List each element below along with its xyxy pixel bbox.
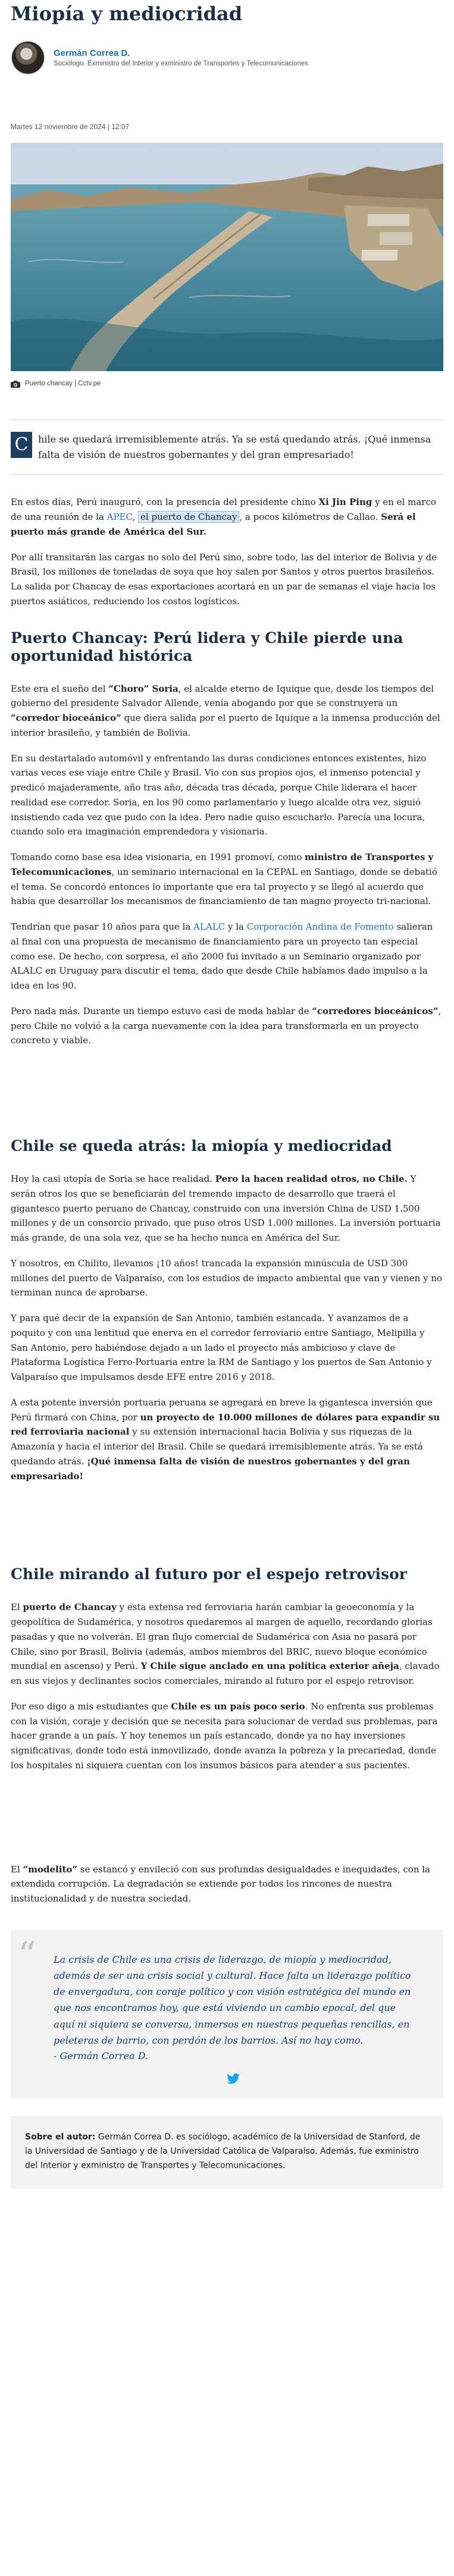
- caption-text: Puerto chancay | Cctv.pe: [25, 380, 101, 388]
- apec-link[interactable]: APEC: [107, 512, 133, 523]
- paragraph: Por allí transitarán las cargas no solo del Perú sino, sobre todo, las del interior de Bolivia y de Brasil, los millones de toneladas de soya que hoy salen por Santos y otros puertos brasileños. La salida por Chancay de esas exportaciones acortará en un par de semanas el viaje hacia los puertos asiáticos, reduciendo los costos logísticos.: [11, 551, 437, 607]
- author-bio: Sociólogo. Exministro del Interior y exministro de Transportes y Telecomunicaciones: [54, 60, 309, 68]
- highlighted-text: el puerto de Chancay: [138, 511, 239, 523]
- paragraph: El puerto de Chancay y esta extensa red ferroviaria harán cambiar la geoeconomía y la geopolítica de Sudamérica, y nosotros quedaremos al margen de aquello, recordando glorias pasadas y que no volverán. El gran flujo comercial de Sudamérica con Asia no pasará por Chile, sino por Brasil, Bolivia (además, ambos miembros del BRIC, nuevo bloque económico mundial en ascenso) y Perú. Y Chile sigue anclado en una política exterior añeja, clavado en sus viejos y declinantes socios comerciales, mirando al futuro por el espejo retrovisor.: [11, 1602, 440, 1687]
- hero-image: [11, 143, 443, 371]
- paragraph: Por eso digo a mis estudiantes que Chile es un país poco serio. No enfrenta sus problemas con la visión, coraje y decisión que se necesita para solucionar de verdad sus problemas, para hacer grande a un país. Y hoy tenemos un país estancado, donde ya no hay inversiones significativas, donde todo está inmovilizado, donde avanza la pobreza y la precariedad, donde los hospitales ni siquiera cuentan con los insumos básicos para atender a sus pacientes.: [11, 1700, 438, 1771]
- author-text: [54, 48, 308, 69]
- avatar[interactable]: [11, 40, 45, 75]
- twitter-icon[interactable]: [227, 2073, 240, 2084]
- author-about-box: [11, 2116, 443, 2188]
- section-heading: Chile mirando al futuro por el espejo retrovisor: [11, 1565, 407, 1583]
- paragraph: Y nosotros, en Chilito, llevamos ¡10 años! trancada la expansión minúscula de USD 300 millones del puerto de Valparaíso, con los estudios de impacto ambiental que van y vienen y no terminan nunca de aprobarse.: [11, 1257, 443, 1298]
- about-label: Sobre el autor:: [25, 2132, 96, 2142]
- paragraph: Tomando como base esa idea visionaria, en 1991 promoví, como ministro de Transportes y Telecomunicaciones, un seminario internacional en la CEPAL en Santiago, donde se debatió el tema. Se concordó entonces lo importante que era tal proyecto y se llegó al acuerdo que había que desarrollar los mecanismos de financiamiento de tan magno proyecto tri-nacional.: [11, 852, 437, 907]
- paragraph: En su destartalado automóvil y enfrentando las duras condiciones entonces existentes, hizo varias veces ese viaje entre Chile y Brasil. Vio con sus propios ojos, el inmenso potencial y predicó majaderamente, año tras año, década tras década, porque Chile liderara el hacer realidad ese corredor. Soria, en los 90 como parlamentario y luego alcalde otra vez, siguió insistiendo cada vez que pudo con la idea. Pero nadie quiso escucharlo. Parecía una locura, cuando solo era imaginación emprendedora y visionaria.: [11, 752, 427, 837]
- port-aerial-illustration: [11, 143, 443, 371]
- pull-quote: [11, 1930, 443, 2099]
- caf-link[interactable]: Corporación Andina de Fomento: [246, 921, 394, 933]
- section-heading: Chile se queda atrás: la miopía y mediocridad: [11, 1137, 392, 1155]
- paragraph: Tendrían que pasar 10 años para que la ALALC y la Corporación Andina de Fomento salieran al final con una propuesta de mecanismo de financiamiento para un proyecto tan especial como ese. De hecho, con sorpresa, el año 2000 fui invitado a un Seminario organizado por ALALC en Uruguay para discutir el tema, dado que desde Chile habíamos dado impulso a la idea en los 90.: [11, 921, 433, 992]
- paragraph: A esta potente inversión portuaria peruana se agregará en breve la gigantesca inversión que Perú firmará con China, por un proyecto de 10.000 millones de dólares para expandir su red ferroviaria nacional y su extensión internacional hacia Bolivia y sus riquezas de la Amazonía y hacia el interior del Brasil. Chile se quedará irremisiblemente atrás. Ya se está quedando atrás. ¡Qué inmensa falta de visión de nuestros gobernantes y del gran empresariado!: [11, 1397, 440, 1482]
- paragraph: Y para qué decir de la expansión de San Antonio, también estancada. Y avanzamos de a poquito y con una lentitud que enerva en el corredor ferroviario entre Santiago, Melipilla y San Antonio, pero habiéndose dejado a un lado el proyecto más ambicioso y clave de Plataforma Logística Ferro-Portuaria entre la RM de Santiago y los puertos de San Antonio y Valparaíso que impulsamos desde EFE entre 2016 y 2018.: [11, 1313, 432, 1383]
- image-caption: [11, 378, 443, 390]
- about-text: Germán Correa D. es sociólogo, académico de la Universidad de Stanford, de la Universidad de Santiago y de la Universidad Católica de Valparaíso. Además, fue exministro del Interior y exministro de Transportes y Telecomunicaciones.: [25, 2132, 421, 2170]
- section-heading: Puerto Chancay: Perú lidera y Chile pierde una oportunidad histórica: [11, 629, 403, 664]
- publish-date: Martes 12 noviembre de 2024 | 12:07: [11, 123, 130, 131]
- quote-text: La crisis de Chile es una crisis de liderazgo, de miopía y mediocridad, además de ser una crisis social y cultural. Hace falta un liderazgo político de envergadura, con coraje político y con visión estratégica del mundo en que nos encontramos hoy, que está viviendo un cambio epocal, del que aquí ni siquiera se conversa, inmersos en nuestras pequeñas rencillas, en peleteras de barrio, con perdón de los barrios. Así no hay como.: [54, 1953, 411, 2046]
- dropcap: C: [11, 432, 32, 458]
- paragraph: Este era el sueño del “Choro” Soria, el alcalde eterno de Iquique que, desde los tiempos del gobierno del presidente Salvador Allende, venía abogando por que se construyera un “corredor bioceánico” que diera salida por el puerto de Iquique a la inmensa producción del interior brasileño, y también de Bolivia.: [11, 683, 440, 738]
- alalc-link[interactable]: ALALC: [193, 921, 226, 933]
- paragraph: El “modelito” se estancó y envileció con sus profundas desigualdades e inequidades, con la extendida corrupción. La degradación se extiende por todos los rincones de nuestra institucionalidad y de nuestra sociedad.: [11, 1863, 430, 1904]
- author-block: [11, 40, 443, 75]
- paragraph: Pero nada más. Durante un tiempo estuvo casi de moda hablar de “corredores bioceánicos”, pero Chile no volvió a la carga nuevamente con la idea para transformarla en un proyecto concreto y viable.: [11, 1005, 442, 1046]
- paragraph: En estos días, Perú inauguró, con la presencia del presidente chino Xi Jin Ping y en el marco de una reunión de la APEC, el puerto de Chancay , a pocos kilómetros de Callao. Será el puerto más grande de América del Sur.: [11, 497, 436, 537]
- quote-author: - Germán Correa D.: [54, 2050, 149, 2062]
- quote-mark-icon: “: [18, 1934, 36, 1976]
- camera-icon: [11, 381, 20, 388]
- lead-block: [11, 419, 443, 475]
- page-title: Miopía y mediocridad: [11, 2, 243, 25]
- author-name-link[interactable]: Germán Correa D.: [54, 48, 130, 58]
- lead-text: hile se quedará irremisiblemente atrás. Ya se está quedando atrás. ¡Qué inmensa falta de visión de nuestros gobernantes y del gran empresariado!: [38, 434, 431, 460]
- paragraph: Hoy la casi utopía de Soria se hace realidad. Pero la hacen realidad otros, no Chile. Y serán otros los que se beneficiarán del tremendo impacto de desarrollo que traerá el gigantesco puerto peruano de Chancay, construido con una inversión China de USD 1.500 millones y de un consorcio privado, que puso otros USD 1.000 millones. La inversión portuaria más grande, de una sola vez, que se ha hecho nunca en América del Sur.: [11, 1174, 441, 1244]
